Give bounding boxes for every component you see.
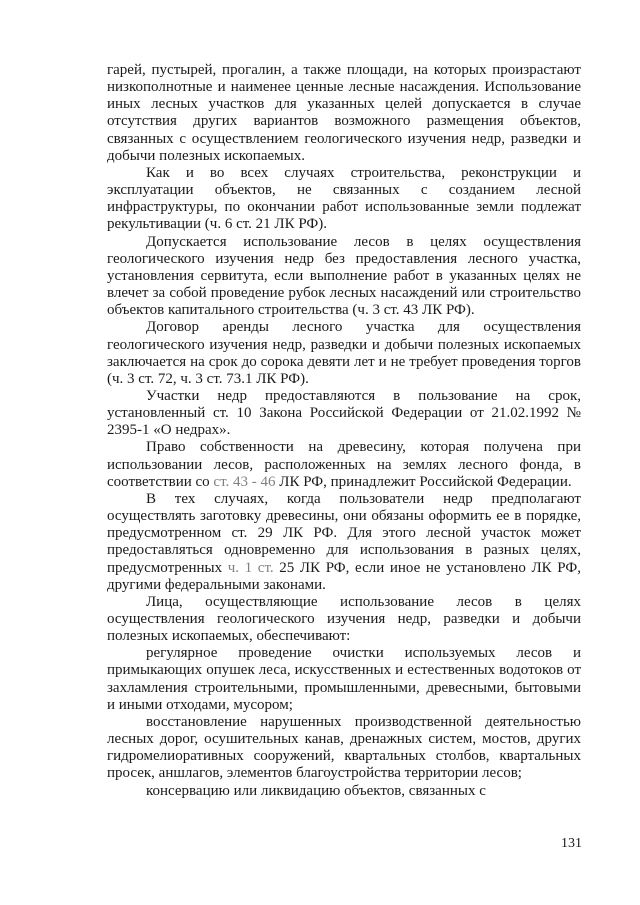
paragraph-continuation: гарей, пустырей, прогалин, а также площади, на которых произрастают низкополнотные и наименее ценные лесные насаждения. Использование иных лесных участков для указанных целей допускается в случае отсутствия других вариантов возможного размещения объектов, связанных с осуществлением геологического изучения недр, разведки и добычи полезных ископаемых. [107, 62, 581, 164]
paragraph-obligations-intro: Лица, осуществляющие использование лесов в целях осуществления геологического изучения недр, разведки и добычи полезных ископаемых, обеспечивают: [107, 593, 581, 645]
paragraph-obligation-conservation: консервацию или ликвидацию объектов, связанных с [146, 782, 486, 799]
law-reference-link[interactable]: ст. 43 - 46 [213, 473, 276, 490]
paragraph-wood-ownership [107, 439, 581, 490]
paragraph-wood-harvesting [107, 491, 581, 594]
paragraph-subsoil-term: Участки недр предоставляются в пользование на срок, установленный ст. 10 Закона Российской Федерации от 21.02.1992 № 2395-1 «О недрах». [107, 387, 581, 439]
paragraph-text: В тех случаях, когда пользователи недр предполагают осуществлять заготовку древесины, они обязаны оформить ее в порядке, предусмотренном ст. 29 ЛК РФ. Для этого лесной участок может предоставляться одновременно для использования в разных целях, предусмотренных [107, 490, 581, 576]
paragraph-text: Право собственности на древесину, которая получена при использовании лесов, расположенных на землях лесного фонда, в соответствии со [107, 439, 581, 490]
paragraph-text: 25 ЛК РФ, если иное не установлено ЛК РФ, другими федеральными законами. [107, 559, 581, 593]
paragraph-obligation-cleaning: регулярное проведение очистки используемых лесов и примыкающих опушек леса, искусственных и естественных водотоков от захламления строительными, промышленными, древесными, бытовыми и иными отходами, мусором; [107, 645, 581, 713]
paragraph-text: ЛК РФ, принадлежит Российской Федерации. [275, 473, 572, 490]
document-body [107, 62, 581, 800]
page-number: 131 [561, 836, 582, 851]
paragraph-forest-use-without-plot: Допускается использование лесов в целях осуществления геологического изучения недр без предоставления лесного участка, установления сервитута, если выполнение работ в указанных целях не влечет за собой проведение рубок лесных насаждений или строительство объектов капитального строительства (ч. 3 ст. 43 ЛК РФ). [107, 233, 581, 319]
paragraph-obligation-restoration: восстановление нарушенных производственной деятельностью лесных дорог, осушительных канав, дренажных систем, мостов, других гидромелиоративных сооружений, квартальных столбов, квартальных просек, аншлагов, элементов благоустройства территории лесов; [107, 713, 581, 782]
law-reference-link[interactable]: ч. 1 ст. [227, 559, 274, 576]
paragraph-recultivation: Как и во всех случаях строительства, реконструкции и эксплуатации объектов, не связанных с созданием лесной инфраструктуры, по окончании работ использованные земли подлежат рекультивации (ч. 6 ст. 21 ЛК РФ). [107, 164, 581, 233]
paragraph-lease-agreement: Договор аренды лесного участка для осуществления геологического изучения недр, разведки и добычи полезных ископаемых заключается на срок до сорока девяти лет и не требует проведения торгов (ч. 3 ст. 72, ч. 3 ст. 73.1 ЛК РФ). [107, 319, 581, 387]
